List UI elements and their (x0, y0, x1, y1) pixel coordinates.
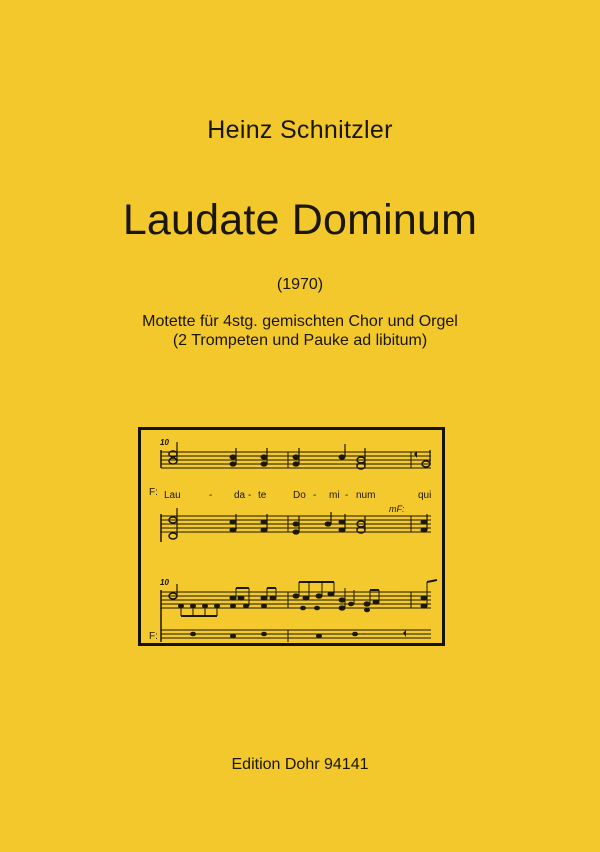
composition-year: (1970) (276, 276, 324, 293)
lyric-hyphen: - (313, 490, 317, 501)
lyric-syllable: Lau (164, 490, 181, 501)
work-title: Laudate Dominum (122, 196, 478, 244)
lyric-hyphen: - (248, 490, 252, 501)
measure-number-1: 10 (160, 438, 169, 447)
organ-lower-staff-fragment (161, 630, 431, 642)
dynamic-marking: mF: (389, 504, 405, 514)
clef-label-1: F: (149, 487, 158, 498)
lyric-syllable: Do (293, 490, 306, 501)
measure-number-2: 10 (160, 578, 169, 587)
lyric-syllable: da (234, 490, 246, 501)
organ-upper-notes (169, 580, 437, 616)
subtitle-line-2: (2 Trompeten und Pauke ad libitum) (172, 332, 428, 349)
publisher-edition: Edition Dohr 94141 (231, 756, 369, 773)
choir-lower-staff (161, 514, 431, 542)
lyrics-line (164, 490, 431, 501)
clef-label-2: F: (149, 631, 158, 642)
work-subtitle (0, 312, 600, 350)
composer-name: Heinz Schnitzler (207, 116, 393, 144)
lyric-hyphen: - (345, 490, 349, 501)
lyric-syllable: qui (418, 490, 432, 501)
score-excerpt-image (138, 427, 445, 646)
score-excerpt-drawing (141, 430, 442, 643)
lyric-hyphen: - (209, 490, 213, 501)
lyric-syllable: num (356, 490, 376, 501)
subtitle-line-1: Motette für 4stg. gemischten Chor und Orgel (142, 313, 458, 330)
lyric-syllable: te (258, 490, 267, 501)
lyric-syllable: mi (329, 490, 340, 501)
